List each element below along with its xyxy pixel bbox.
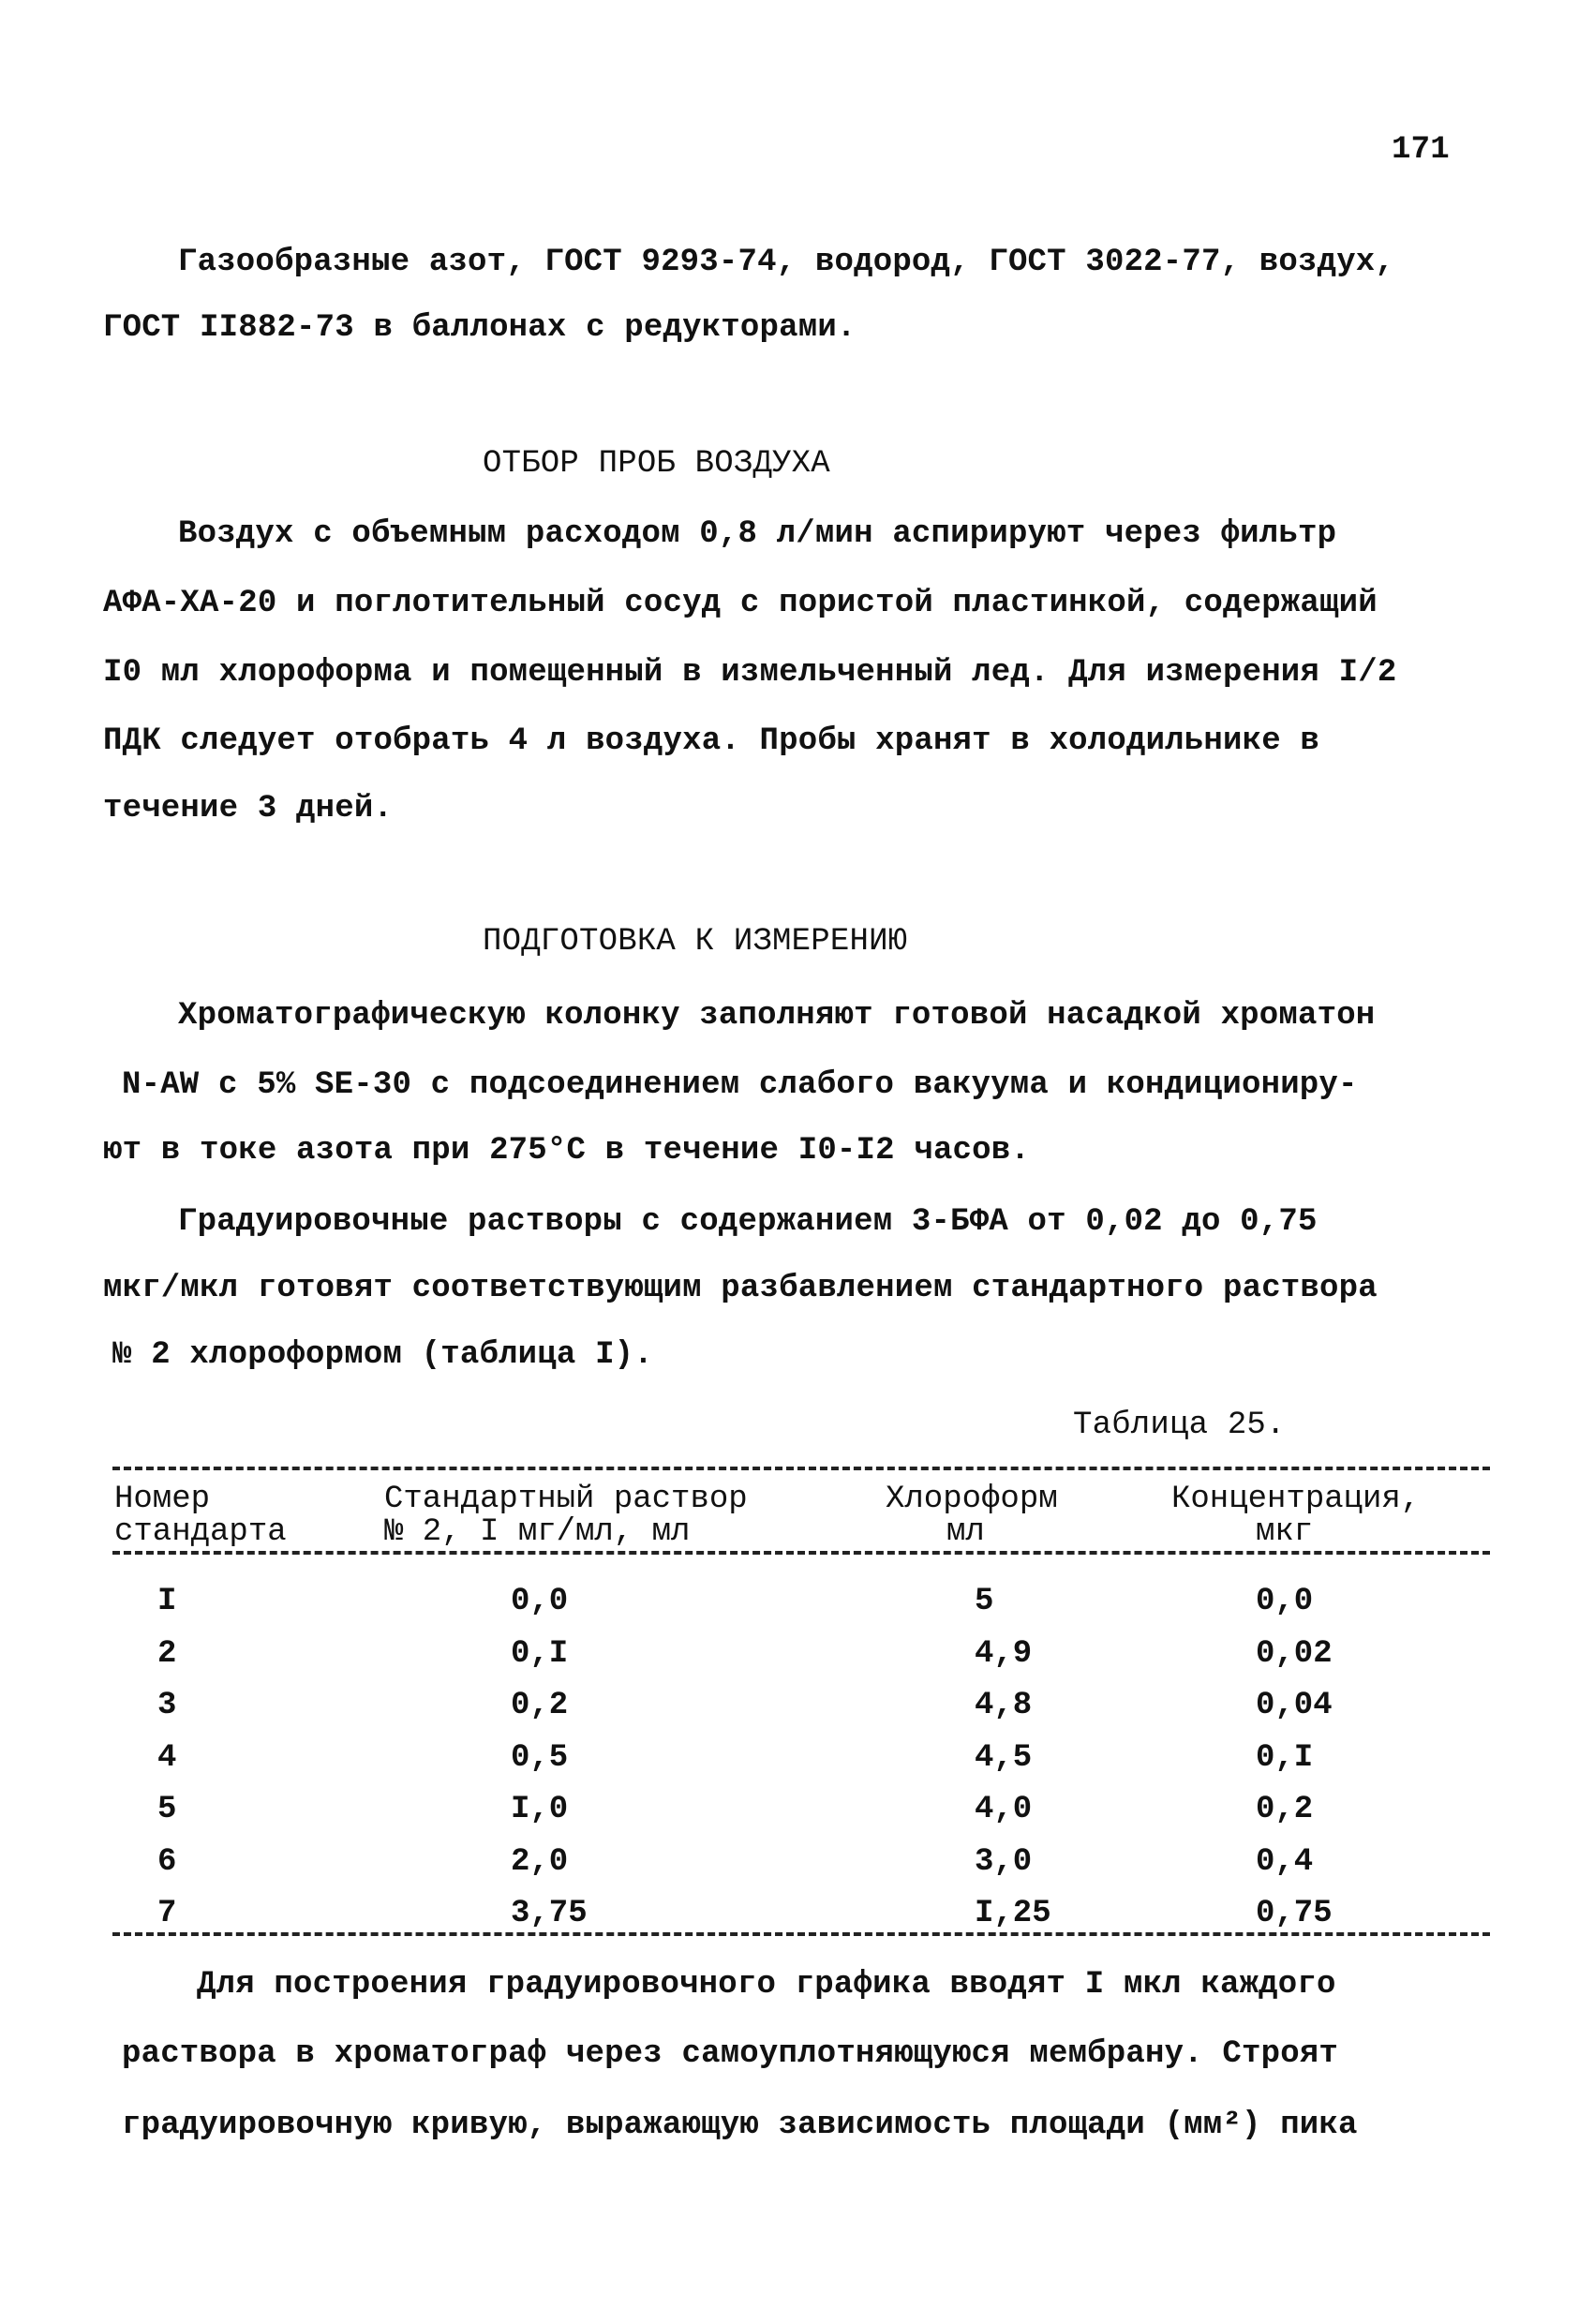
paragraph-line: Градуировочные растворы с содержанием 3-БФА от 0,02 до 0,75 <box>178 1204 1318 1240</box>
cell-standard-solution: 0,I <box>511 1635 569 1672</box>
cell-chloroform: 4,9 <box>975 1635 1033 1672</box>
cell-concentration: 0,02 <box>1256 1635 1333 1672</box>
section-title-sampling: ОТБОР ПРОБ ВОЗДУХА <box>483 446 830 482</box>
table-bottom-rule <box>112 1932 1490 1936</box>
cell-number: 6 <box>157 1843 177 1880</box>
header-number: стандарта <box>114 1514 287 1550</box>
cell-standard-solution: 0,2 <box>511 1688 569 1723</box>
cell-concentration: 0,2 <box>1256 1792 1314 1827</box>
cell-number: 5 <box>157 1792 177 1827</box>
cell-standard-solution: I,0 <box>511 1792 569 1827</box>
cell-concentration: 0,75 <box>1256 1896 1333 1931</box>
table-header-rule <box>112 1551 1490 1555</box>
paragraph-line: ют в токе азота при 275°С в течение I0-I2 часов. <box>103 1133 1030 1169</box>
header-chloroform: мл <box>946 1514 985 1550</box>
cell-standard-solution: 0,0 <box>511 1584 569 1619</box>
table-caption: Таблица 25. <box>1073 1408 1286 1443</box>
cell-concentration: 0,4 <box>1256 1843 1314 1880</box>
cell-standard-solution: 0,5 <box>511 1739 569 1776</box>
header-concentration: Концентрация, <box>1171 1482 1421 1517</box>
paragraph-line: № 2 хлороформом (таблица I). <box>112 1337 653 1373</box>
cell-chloroform: 4,0 <box>975 1792 1033 1827</box>
cell-number: I <box>157 1584 177 1619</box>
cell-chloroform: I,25 <box>975 1896 1051 1931</box>
paragraph-line: градуировочную кривую, выражающую зависимость площади (мм²) пика <box>122 2108 1358 2143</box>
paragraph-line: Для построения градуировочного графика вводят I мкл каждого <box>197 1967 1336 2003</box>
cell-number: 2 <box>157 1635 177 1672</box>
cell-number: 3 <box>157 1688 177 1723</box>
header-chloroform: Хлороформ <box>886 1482 1058 1517</box>
paragraph-line: мкг/мкл готовят соответствующим разбавлением стандартного раствора <box>103 1271 1378 1306</box>
paragraph-line: раствора в хроматограф через самоуплотняющуюся мембрану. Строят <box>122 2036 1339 2072</box>
header-standard-solution: Стандартный раствор <box>384 1482 748 1517</box>
cell-concentration: 0,0 <box>1256 1584 1314 1619</box>
paragraph-line: АФА-ХА-20 и поглотительный сосуд с пористой пластинкой, содержащий <box>103 586 1378 621</box>
paragraph-line: ГОСТ II882-73 в баллонах с редукторами. <box>103 310 857 346</box>
paragraph-line: I0 мл хлороформа и помещенный в измельченный лед. Для измерения I/2 <box>103 655 1397 691</box>
header-concentration: мкг <box>1256 1514 1314 1550</box>
paragraph-line: Газообразные азот, ГОСТ 9293-74, водород, ГОСТ 3022-77, воздух, <box>178 245 1395 280</box>
cell-concentration: 0,04 <box>1256 1688 1333 1723</box>
cell-chloroform: 4,8 <box>975 1688 1033 1723</box>
cell-chloroform: 3,0 <box>975 1843 1033 1880</box>
cell-chloroform: 4,5 <box>975 1739 1033 1776</box>
section-title-preparation: ПОДГОТОВКА К ИЗМЕРЕНИЮ <box>483 924 908 960</box>
cell-concentration: 0,I <box>1256 1739 1314 1776</box>
paragraph-line: Хроматографическую колонку заполняют готовой насадкой хроматон <box>178 998 1376 1034</box>
page-number: 171 <box>1392 132 1450 168</box>
cell-standard-solution: 2,0 <box>511 1843 569 1880</box>
table-top-rule <box>112 1467 1490 1470</box>
cell-chloroform: 5 <box>975 1584 994 1619</box>
header-standard-solution: № 2, I мг/мл, мл <box>384 1514 691 1550</box>
cell-number: 7 <box>157 1896 177 1931</box>
paragraph-line: течение 3 дней. <box>103 791 394 827</box>
header-number: Номер <box>114 1482 211 1517</box>
cell-number: 4 <box>157 1739 177 1776</box>
paragraph-line: ПДК следует отобрать 4 л воздуха. Пробы хранят в холодильнике в <box>103 723 1320 759</box>
cell-standard-solution: 3,75 <box>511 1896 588 1931</box>
paragraph-line: Воздух с объемным расходом 0,8 л/мин аспирируют через фильтр <box>178 516 1337 552</box>
paragraph-line: N-AW с 5% SE-30 с подсоединением слабого вакуума и кондициониру- <box>122 1067 1358 1103</box>
